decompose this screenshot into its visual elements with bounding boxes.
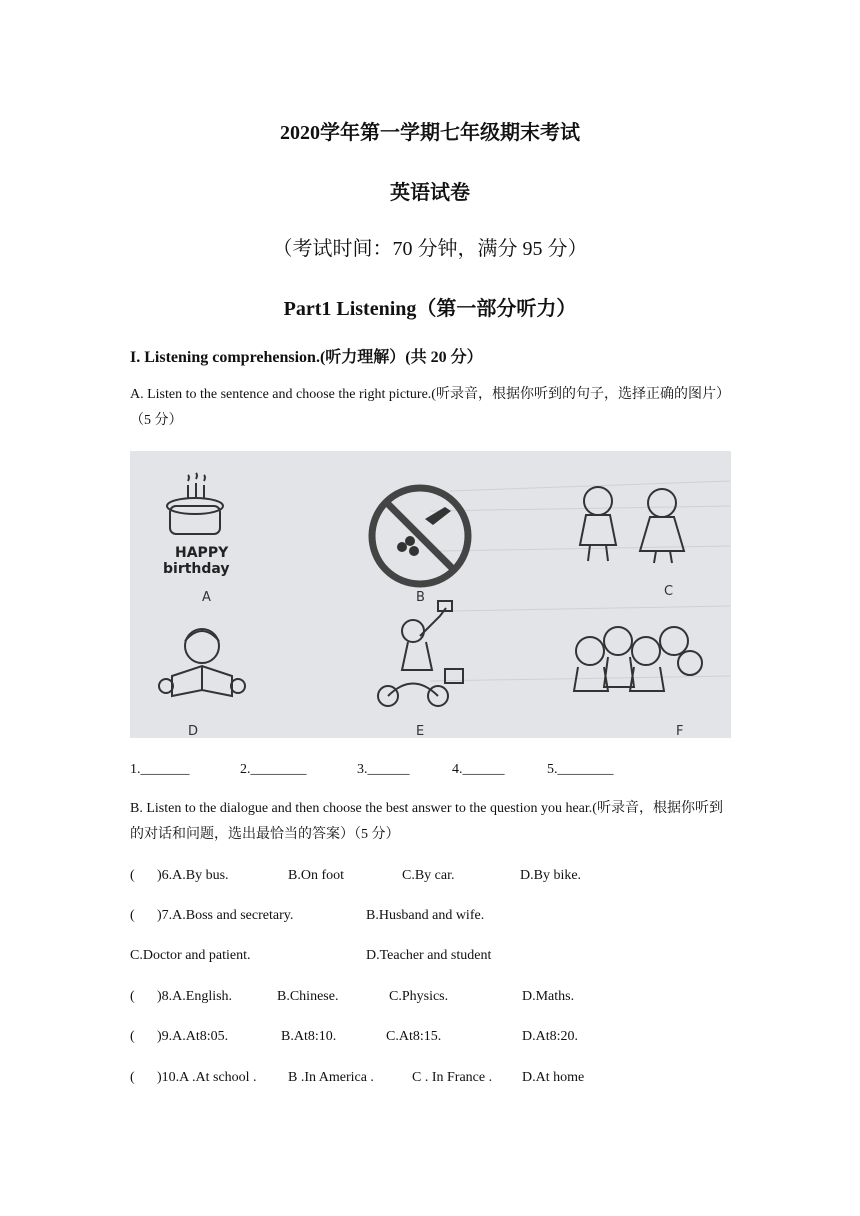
- cake-text-2: birthday: [163, 561, 230, 577]
- q8-option-a: )8.A.English.: [157, 989, 233, 1004]
- q7-option-c: C.Doctor and patient.: [130, 948, 251, 963]
- q6-option-d: D.By bike.: [520, 868, 582, 883]
- part-a-instruction: A. Listen to the sentence and choose the right picture.(听录音，根据你听到的句子，选择正确的图片）（5 分）: [130, 387, 730, 428]
- picture-label-e: E: [416, 724, 425, 738]
- picture-label-a: A: [202, 590, 211, 605]
- q9-option-b: B.At8:10.: [281, 1029, 337, 1044]
- group-of-kids-picture: [574, 627, 702, 691]
- picture-label-d: D: [188, 724, 199, 738]
- q8-paren[interactable]: (: [130, 989, 135, 1004]
- boy-reading-picture: [159, 629, 245, 696]
- q6-option-a: )6.A.By bus.: [157, 868, 229, 883]
- answer-blank-2[interactable]: 2.________: [240, 762, 307, 777]
- q6-paren[interactable]: (: [130, 868, 135, 883]
- q10-paren[interactable]: (: [130, 1070, 135, 1085]
- answer-blank-4[interactable]: 4.______: [452, 762, 505, 777]
- q10-option-d: D.At home: [522, 1070, 585, 1085]
- q10-option-c: C . In France .: [412, 1070, 493, 1085]
- picture-label-b: B: [416, 590, 425, 605]
- q9-option-d: D.At8:20.: [522, 1029, 578, 1044]
- q8-option-b: B.Chinese.: [277, 989, 339, 1004]
- q9-paren[interactable]: (: [130, 1029, 135, 1044]
- scooter-delivery-picture: [378, 601, 463, 706]
- answer-blank-3[interactable]: 3.______: [357, 762, 410, 777]
- no-picking-sign-picture: [372, 488, 468, 584]
- two-kids-picture: [580, 487, 684, 563]
- q10-option-a: )10.A .At school .: [157, 1070, 257, 1085]
- q10-option-b: B .In America .: [288, 1070, 374, 1085]
- picture-label-f: F: [676, 724, 684, 738]
- q8-option-c: C.Physics.: [389, 989, 449, 1004]
- q7-option-d: D.Teacher and student: [366, 948, 492, 963]
- q7-paren[interactable]: (: [130, 908, 135, 923]
- picture-label-c: C: [664, 584, 674, 599]
- q9-option-c: C.At8:15.: [386, 1029, 442, 1044]
- answer-blank-1[interactable]: 1._______: [130, 762, 190, 777]
- birthday-cake-picture: [167, 473, 223, 534]
- exam-info: （考试时间：70 分钟，满分 95 分）: [272, 238, 588, 260]
- exam-subtitle: 英语试卷: [390, 182, 470, 204]
- part-b-instruction: B. Listen to the dialogue and then choose the best answer to the question you hear.(听录音，根据你听到的对话和问题，选出最恰当的答案）（5 分）: [130, 801, 723, 842]
- q6-option-b: B.On foot: [288, 868, 344, 883]
- q8-option-d: D.Maths.: [522, 989, 575, 1004]
- part-title: Part1 Listening（第一部分听力）: [283, 298, 577, 320]
- picture-panel: [130, 451, 731, 738]
- section-heading: I. Listening comprehension.(听力理解）(共 20 分）: [130, 349, 483, 366]
- answer-blank-5[interactable]: 5.________: [547, 762, 614, 777]
- q6-option-c: C.By car.: [402, 868, 455, 883]
- q7-option-a: )7.A.Boss and secretary.: [157, 908, 294, 923]
- exam-title: 2020学年第一学期七年级期末考试: [280, 122, 580, 144]
- cake-text-1: HAPPY: [175, 545, 229, 561]
- q9-option-a: )9.A.At8:05.: [157, 1029, 229, 1044]
- q7-option-b: B.Husband and wife.: [366, 908, 485, 923]
